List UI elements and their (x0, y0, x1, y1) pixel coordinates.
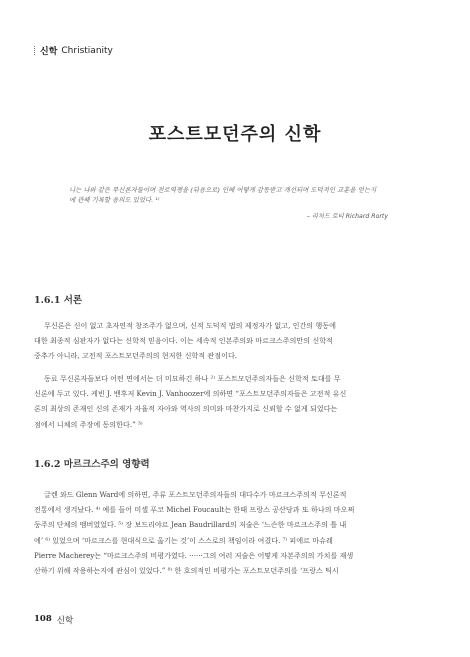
paragraph-line: 동료 무신론자들보다 어떤 면에서는 더 미묘하긴 하나 ²⁾ 포스트모던주의자들은 신학적 토대를 무 (44, 374, 341, 383)
epigraph-line: 니는 나와 같은 무신론자들이며 전로역쟁을 (뒤용으로) 인해 어떻게 감동받고 개선되며 도덕적인 교훈을 얻는지 (69, 186, 377, 194)
paragraph-line: 전통에서 생겨났다. ⁴⁾ 예를 들어 미셸 푸코 Michel Foucault는 한때 프랑스 공산당과 또 하나의 마오쩌 (34, 505, 355, 515)
paragraph-line: Pierre Macherey는 “마르크스주의 비평가였다. ······그의 여러 저술은 어떻게 자본주의의 가치를 재생 (34, 550, 354, 560)
paragraph-line: 대한 최종적 심판자가 없다는 신학적 믿음이다. 이는 세속적 인본주의와 마르크스주의만의 신학적 (34, 336, 333, 346)
paragraph-line: 무신론은 신이 없고 초자연적 창조주가 없으며, 신적 도덕적 법의 제정자가 없고, 인간의 행동에 (44, 321, 336, 330)
paragraph-line: 글렌 와드 Glenn Ward에 의하면, 주류 포스트모던주의자들의 대다수가 마르크스주의적 무신론적 (44, 490, 347, 499)
running-head-korean: 신학 (40, 47, 58, 57)
paragraph-line: 론의 최상의 존재인 신의 존재가 자율적 자아와 역사의 의미와 마찬가지로 신뢰할 수 없게 되었다는 (34, 404, 338, 414)
paragraph-line: 중추가 아니라, 고전적 포스트모던주의의 현저한 신학적 관점이다. (34, 351, 238, 361)
epigraph (69, 185, 395, 205)
running-head (34, 44, 113, 57)
paragraph (34, 487, 434, 578)
paragraph-line: 점에서 니체의 주장에 동의한다.” ³⁾ (34, 419, 143, 429)
paragraph-line: 신론에 두고 있다. 케빈 J. 밴후저 Kevin J. Vanhoozer에 의하면 “포스트모던주의자들은 고전적 유신 (34, 389, 347, 399)
section-heading-marxism: 1.6.2 마르크스주의 영향력 (34, 459, 150, 470)
running-head-divider (34, 46, 36, 55)
page-number: 108 (34, 614, 52, 624)
paragraph-line: 에’ ⁶⁾ 있었으며 ‘마르크스를 현대식으로 옮기는 것’이 스스로의 책임이라 여겼다. ⁷⁾ 피에르 마슈레 (34, 535, 333, 545)
section-heading-introduction: 1.6.1 서론 (34, 295, 83, 306)
paragraph-line: 둥주의 단체의 멤버였었다. ⁵⁾ 장 보드리야르 Jean Baudrillard의 저술은 ‘느슨한 마르크스주의 틀 내 (34, 520, 347, 530)
footer-label: 신학 (56, 616, 74, 626)
paragraph (34, 371, 434, 432)
chapter-title: 포스트모던주의 신학 (148, 124, 322, 145)
paragraph-line: 산하기 위해 작용하는지에 관심이 있었다.” ⁸⁾ 한 호의적인 비평가는 포스트모던주의를 ‘프랑스 틱시 (34, 566, 339, 576)
page-footer (34, 614, 73, 626)
running-head-english: Christianity (61, 45, 113, 56)
epigraph-attribution: – 리처드 로티 Richard Rorty (306, 213, 388, 220)
paragraph (34, 318, 434, 364)
epigraph-line: 에 관해 기록할 용의도 있었다. ¹⁾ (69, 196, 160, 204)
